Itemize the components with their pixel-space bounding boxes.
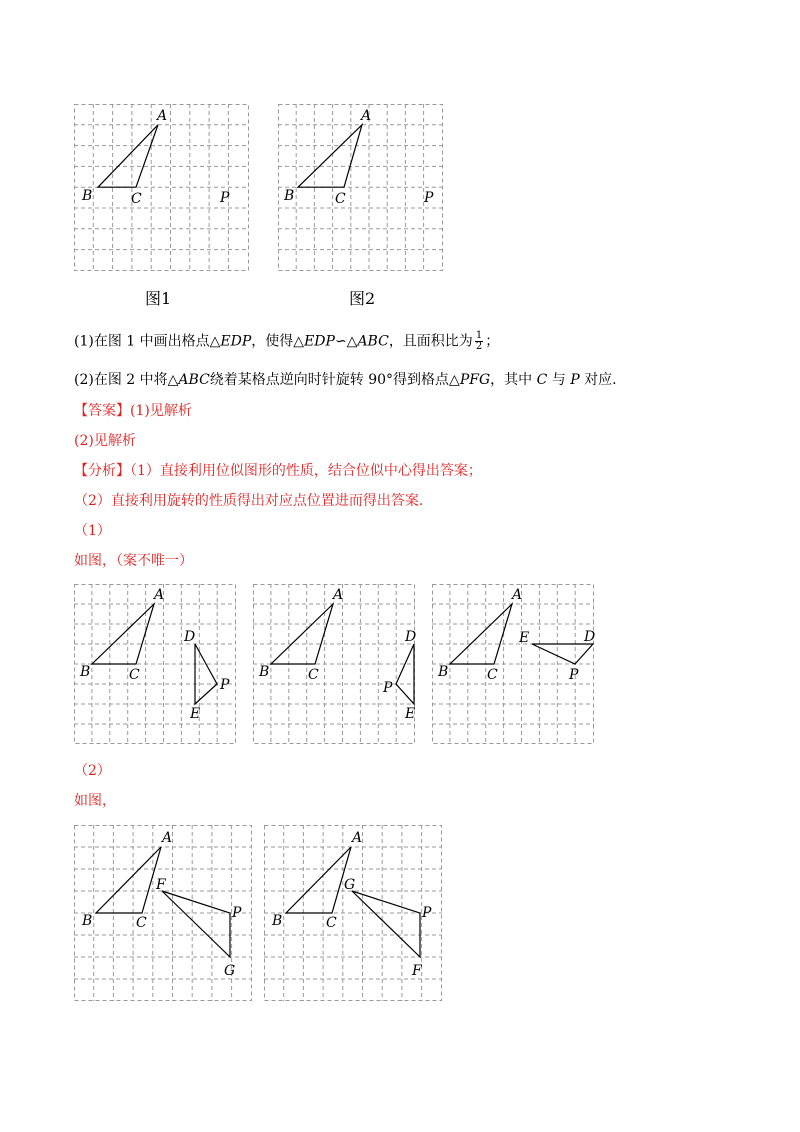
label-c: C: [136, 915, 147, 931]
label-c: C: [308, 667, 319, 683]
label-d: D: [584, 629, 596, 645]
label-e: E: [405, 706, 416, 722]
triangle-abc: [298, 125, 362, 187]
label-g: G: [344, 877, 356, 893]
label-b: B: [438, 664, 449, 680]
answer-label: 【答案】: [74, 403, 130, 419]
figure-2-caption: 图2: [349, 289, 376, 308]
figure-1: [74, 104, 254, 272]
answer-line-1: 【答案】(1)见解析: [74, 403, 192, 419]
label-a: A: [162, 830, 173, 846]
label-f: F: [412, 963, 422, 979]
label-g: G: [224, 963, 236, 979]
fraction-one-half: $\frac{1}{2}$: [475, 330, 483, 352]
part-1-text: 如图，（案不唯一）: [74, 553, 193, 569]
figure-2: [278, 104, 458, 272]
question-2: (2)在图 2 中将△ABC绕着某格点逆向时针旋转 90°得到格点△PFG，其中 C 与 P 对应.: [74, 372, 617, 388]
label-b: B: [259, 664, 270, 680]
label-c: C: [335, 191, 346, 207]
part-1-label: （1）: [74, 523, 111, 539]
solution-2-figure-b: [264, 825, 444, 1003]
label-c: C: [129, 667, 140, 683]
label-c: C: [487, 667, 498, 683]
label-b: B: [82, 188, 93, 204]
part-2-label: （2）: [74, 763, 111, 779]
label-p: P: [232, 905, 242, 921]
label-p: P: [220, 190, 230, 206]
label-a: A: [157, 108, 168, 124]
label-p: P: [422, 905, 432, 921]
label-e: E: [519, 630, 530, 646]
solution-1-figure-b: [253, 584, 419, 746]
analysis-label: 【分析】: [74, 463, 130, 479]
analysis-line-1: 【分析】（1）直接利用位似图形的性质，结合位似中心得出答案；: [74, 463, 482, 479]
label-p: P: [424, 190, 434, 206]
solution-1-figure-c: [432, 584, 598, 746]
figure-1-svg: [74, 104, 254, 272]
question-1: (1)在图 1 中画出格点△EDP，使得△EDP∽△ABC，且面积比为 $\frac{1}{2}$ ；: [74, 330, 500, 352]
label-c: C: [326, 915, 337, 931]
label-d: D: [405, 629, 417, 645]
label-d: D: [184, 629, 196, 645]
answer-line-2: (2)见解析: [74, 433, 136, 449]
triangle-abc: [98, 125, 158, 187]
label-e: E: [190, 706, 201, 722]
analysis-line-2: （2）直接利用旋转的性质得出对应点位置进而得出答案.: [74, 493, 424, 509]
label-p: P: [220, 677, 230, 693]
label-b: B: [284, 188, 295, 204]
label-a: A: [361, 108, 372, 124]
label-c: C: [131, 191, 142, 207]
label-a: A: [333, 587, 344, 603]
label-a: A: [352, 830, 363, 846]
label-p: P: [569, 667, 579, 683]
part-2-text: 如图，: [74, 793, 116, 809]
figure-1-caption: 图1: [145, 289, 172, 308]
solution-2-figure-a: [74, 825, 254, 1003]
solution-1-figure-a: [74, 584, 240, 746]
label-b: B: [80, 664, 91, 680]
label-f: F: [156, 877, 166, 893]
label-b: B: [82, 913, 93, 929]
label-p: P: [383, 680, 393, 696]
label-b: B: [272, 913, 283, 929]
label-a: A: [512, 587, 523, 603]
figure-2-svg: [278, 104, 458, 272]
label-a: A: [154, 587, 165, 603]
